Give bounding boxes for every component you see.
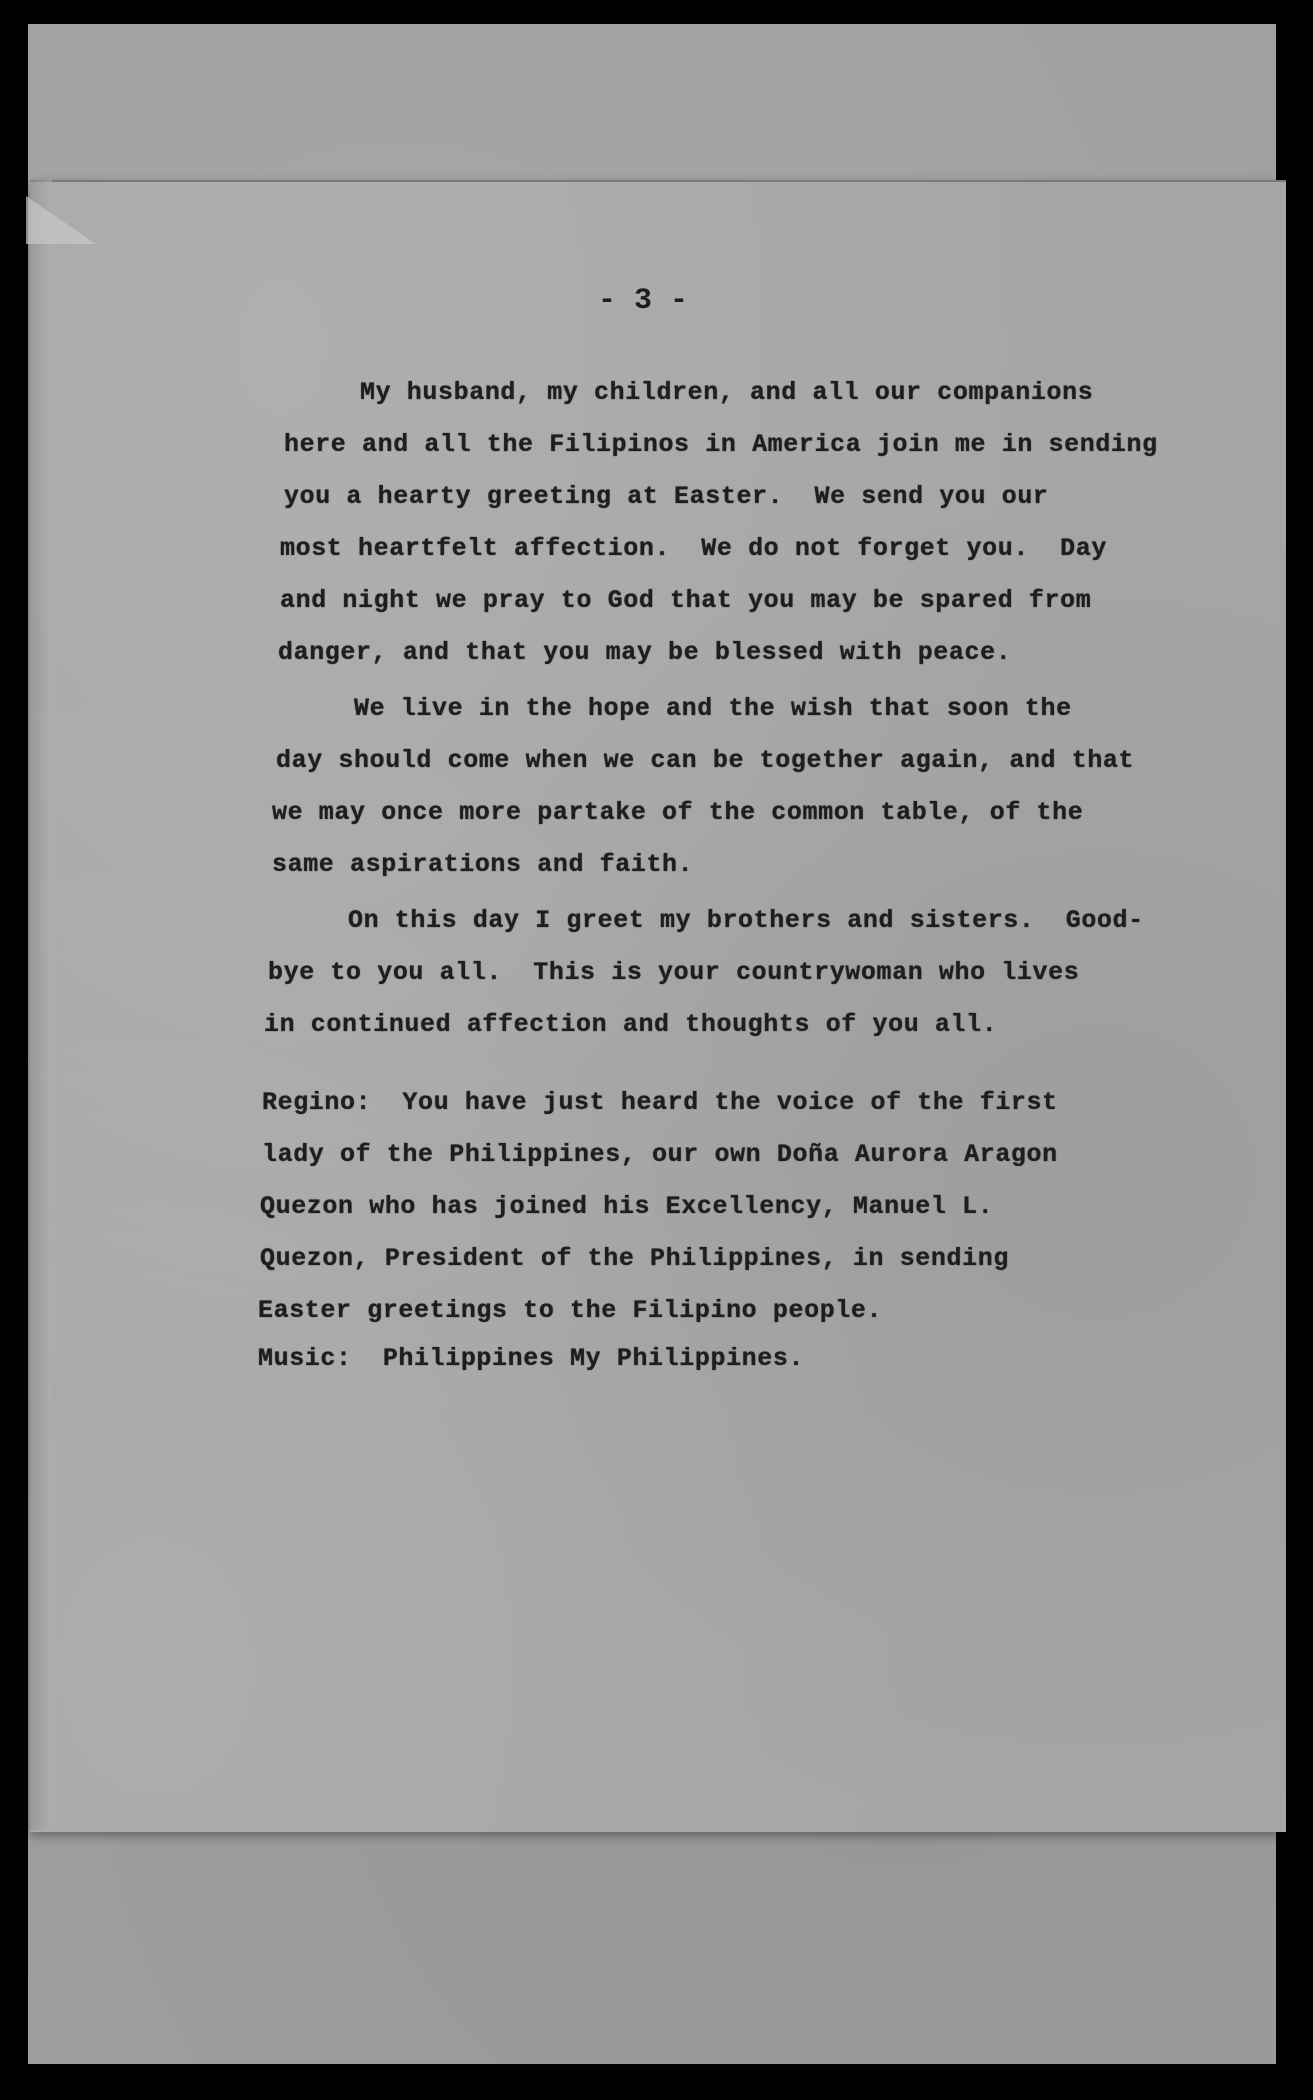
text-line: Regino: You have just heard the voice of the first xyxy=(262,1088,1058,1117)
sheet-edge xyxy=(30,180,52,1830)
text-line: Quezon who has joined his Excellency, Manuel L. xyxy=(260,1192,994,1221)
text-line: Quezon, President of the Philippines, in sending xyxy=(260,1244,1009,1273)
text-line: we may once more partake of the common table, of the xyxy=(272,798,1084,827)
text-line: Music: Philippines My Philippines. xyxy=(258,1344,805,1373)
text-line: in continued affection and thoughts of you all. xyxy=(264,1010,998,1039)
text-line: you a hearty greeting at Easter. We send you our xyxy=(284,482,1049,511)
text-line: most heartfelt affection. We do not forget you. Day xyxy=(280,534,1107,563)
text-line: day should come when we can be together again, and that xyxy=(276,746,1135,775)
letter-sheet xyxy=(30,180,1286,1832)
text-line: and night we pray to God that you may be spared from xyxy=(280,586,1092,615)
text-line: lady of the Philippines, our own Doña Aurora Aragon xyxy=(262,1140,1058,1169)
text-line: here and all the Filipinos in America join me in sending xyxy=(284,430,1158,459)
text-line: danger, and that you may be blessed with peace. xyxy=(278,638,1012,667)
text-line: Easter greetings to the Filipino people. xyxy=(258,1296,883,1325)
page-number: - 3 - xyxy=(598,284,689,318)
text-line: My husband, my children, and all our companions xyxy=(360,378,1094,407)
text-line: We live in the hope and the wish that soon the xyxy=(354,694,1072,723)
text-line: bye to you all. This is your countrywoman who lives xyxy=(268,958,1080,987)
text-line: On this day I greet my brothers and sisters. Good- xyxy=(348,906,1144,935)
text-line: same aspirations and faith. xyxy=(272,850,694,879)
folded-corner xyxy=(26,196,96,244)
